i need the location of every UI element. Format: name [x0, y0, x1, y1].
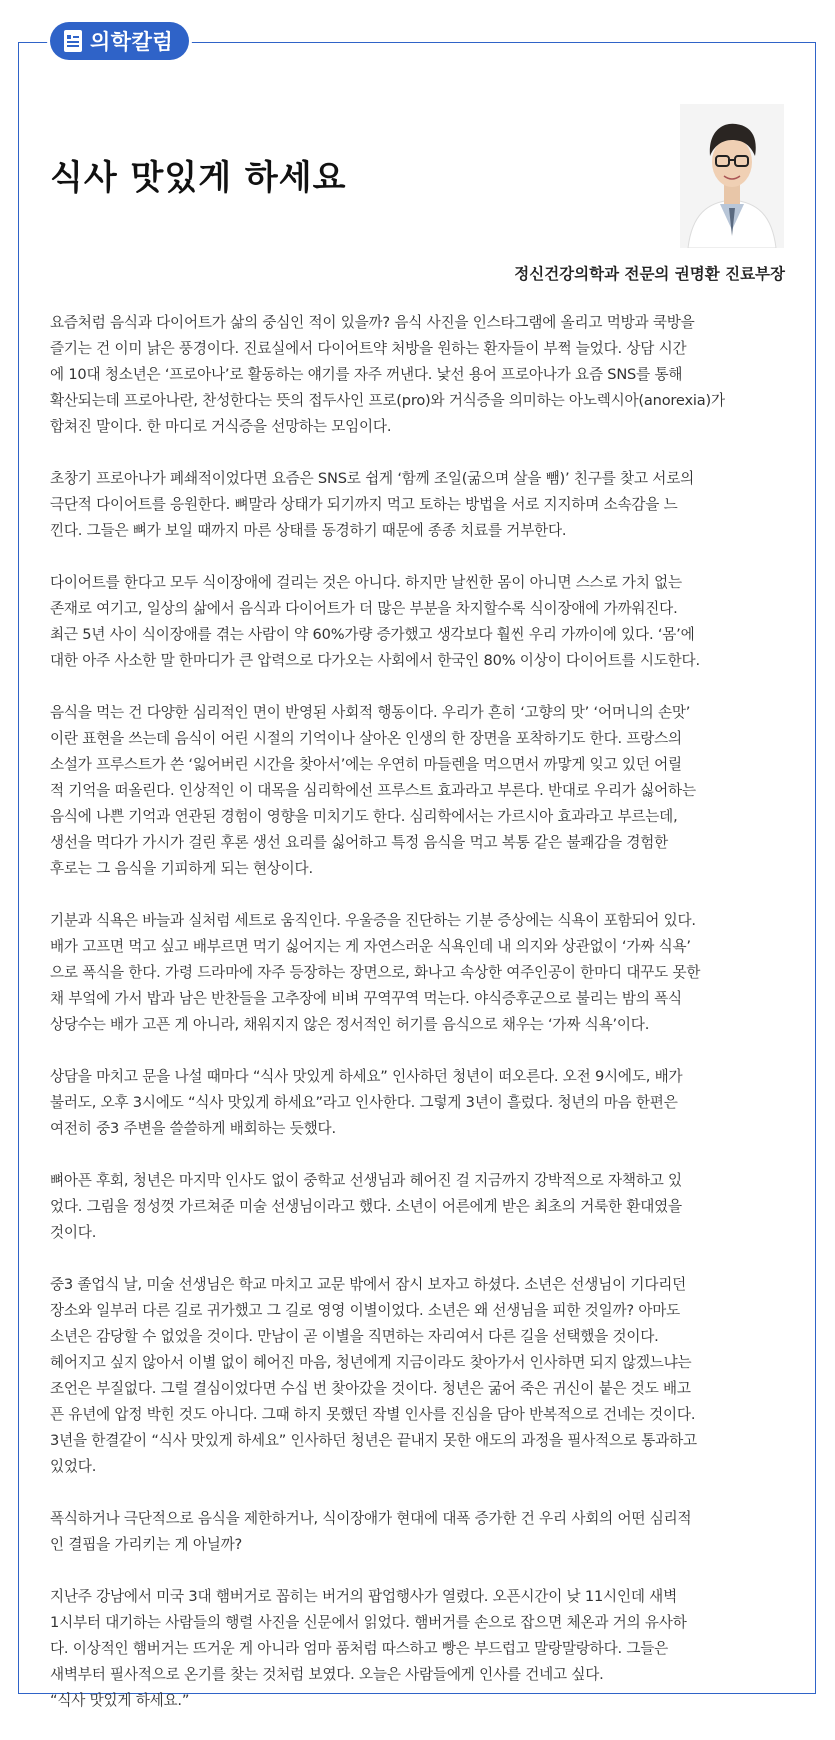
article-body [50, 310, 788, 1740]
article-paragraph: 요즘처럼 음식과 다이어트가 삶의 중심인 적이 있을까? 음식 사진을 인스타그램에 올리고 먹방과 쿡방을 즐기는 건 이미 낡은 풍경이다. 진료실에서 다이어트약 처방을 원하는 환자들이 부쩍 늘었다. 상담 시간 에 10대 청소년은 ‘프로아나’로 활동하는 얘기를 자주 꺼낸다. 낯선 용어 프로아나가 요즘 SNS를 통해 확산되는데 프로아나란, 찬성한다는 뜻의 접두사인 프로(pro)와 거식증을 의미하는 아노렉시아(anorexia)가 합쳐진 말이다. 한 마디로 거식증을 선망하는 모임이다. [50, 314, 725, 435]
author-portrait-image [680, 104, 784, 248]
article-paragraph: 기분과 식욕은 바늘과 실처럼 세트로 움직인다. 우울증을 진단하는 기분 증상에는 식욕이 포함되어 있다. 배가 고프면 먹고 싶고 배부르면 먹기 싫어지는 게 자연스러운 식욕인데 내 의지와 상관없이 ‘가짜 식욕’ 으로 폭식을 한다. 가령 드라마에 자주 등장하는 장면으로, 화나고 속상한 여주인공이 한마디 대꾸도 못한 채 부엌에 가서 밥과 남은 반찬들을 고추장에 비벼 꾸역꾸역 먹는다. 야식증후군으로 불리는 밤의 폭식 상당수는 배가 고픈 게 아니라, 채워지지 않은 정서적인 허기를 음식으로 채우는 ‘가짜 식욕’이다. [50, 912, 701, 1033]
author-byline: 정신건강의학과 전문의 권명환 진료부장 [514, 265, 785, 283]
author-portrait [680, 104, 784, 248]
document-icon [62, 28, 84, 54]
category-badge [50, 22, 189, 60]
article-paragraph: 음식을 먹는 건 다양한 심리적인 면이 반영된 사회적 행동이다. 우리가 흔히 ‘고향의 맛’ ‘어머니의 손맛’ 이란 표현을 쓰는데 음식이 어린 시절의 기억이나 살아온 인생의 한 장면을 포착하기도 한다. 프랑스의 소설가 프루스트가 쓴 ‘잃어버린 시간을 찾아서’에는 우연히 마들렌을 먹으면서 까맣게 잊고 있던 어릴 적 기억을 떠올린다. 인상적인 이 대목을 심리학에선 프루스트 효과라고 부른다. 반대로 우리가 싫어하는 음식에 나쁜 기억과 연관된 경험이 영향을 미치기도 한다. 심리학에서는 가르시아 효과라고 부르는데, 생선을 먹다가 가시가 걸린 후론 생선 요리를 싫어하고 특정 음식을 먹고 복통 같은 불쾌감을 경험한 후로는 그 음식을 기피하게 되는 현상이다. [50, 704, 696, 877]
article-title: 식사 맛있게 하세요 [50, 158, 347, 198]
category-label: 의학칼럼 [90, 30, 174, 54]
article-paragraph: 다이어트를 한다고 모두 식이장애에 걸리는 것은 아니다. 하지만 날씬한 몸이 아니면 스스로 가치 없는 존재로 여기고, 일상의 삶에서 음식과 다이어트가 더 많은 부분을 차지할수록 식이장애에 가까워진다. 최근 5년 사이 식이장애를 겪는 사람이 약 60%가량 증가했고 생각보다 훨씬 우리 가까이에 있다. ‘몸’에 대한 아주 사소한 말 한마디가 큰 압력으로 다가오는 사회에서 한국인 80% 이상이 다이어트를 시도한다. [50, 574, 700, 669]
article-paragraph: 중3 졸업식 날, 미술 선생님은 학교 마치고 교문 밖에서 잠시 보자고 하셨다. 소년은 선생님이 기다리던 장소와 일부러 다른 길로 귀가했고 그 길로 영영 이별이었다. 소년은 왜 선생님을 피한 것일까? 아마도 소년은 감당할 수 없었을 것이다. 만남이 곧 이별을 직면하는 자리여서 다른 길을 선택했을 것이다. 헤어지고 싶지 않아서 이별 없이 헤어진 마음, 청년에게 지금이라도 찾아가서 인사하면 되지 않겠느냐는 조언은 부질없다. 그럴 결심이었다면 수십 번 찾아갔을 것이다. 청년은 굶어 죽은 귀신이 붙은 것도 배고 픈 유년에 압정 박힌 것도 아니다. 그때 하지 못했던 작별 인사를 진심을 담아 반복적으로 건네는 것이다. 3년을 한결같이 “식사 맛있게 하세요” 인사하던 청년은 끝내지 못한 애도의 과정을 필사적으로 통과하고 있었다. [50, 1276, 697, 1475]
article-paragraph: 지난주 강남에서 미국 3대 햄버거로 꼽히는 버거의 팝업행사가 열렸다. 오픈시간이 낮 11시인데 새벽 1시부터 대기하는 사람들의 행렬 사진을 신문에서 읽었다. 햄버거를 손으로 잡으면 체온과 거의 유사하 다. 이상적인 햄버거는 뜨거운 게 아니라 엄마 품처럼 따스하고 빵은 부드럽고 말랑말랑하다. 그들은 새벽부터 필사적으로 온기를 찾는 것처럼 보였다. 오늘은 사람들에게 인사를 건네고 싶다. “식사 맛있게 하세요.” [50, 1588, 687, 1709]
article-paragraph: 폭식하거나 극단적으로 음식을 제한하거나, 식이장애가 현대에 대폭 증가한 건 우리 사회의 어떤 심리적 인 결핍을 가리키는 게 아닐까? [50, 1510, 692, 1553]
article-paragraph: 상담을 마치고 문을 나설 때마다 “식사 맛있게 하세요” 인사하던 청년이 떠오른다. 오전 9시에도, 배가 불러도, 오후 3시에도 “식사 맛있게 하세요”라고 인사한다. 그렇게 3년이 흘렀다. 청년의 마음 한편은 여전히 중3 주변을 쓸쓸하게 배회하는 듯했다. [50, 1068, 683, 1137]
article-paragraph: 뼈아픈 후회, 청년은 마지막 인사도 없이 중학교 선생님과 헤어진 걸 지금까지 강박적으로 자책하고 있 었다. 그림을 정성껏 가르쳐준 미술 선생님이라고 했다. 소년이 어른에게 받은 최초의 거룩한 환대였을 것이다. [50, 1172, 682, 1241]
article-paragraph: 초창기 프로아나가 폐쇄적이었다면 요즘은 SNS로 쉽게 ‘함께 조일(굶으며 살을 뺌)’ 친구를 찾고 서로의 극단적 다이어트를 응원한다. 뼈말라 상태가 되기까지 먹고 토하는 방법을 서로 지지하며 소속감을 느 낀다. 그들은 뼈가 보일 때까지 마른 상태를 동경하기 때문에 종종 치료를 거부한다. [50, 470, 694, 539]
